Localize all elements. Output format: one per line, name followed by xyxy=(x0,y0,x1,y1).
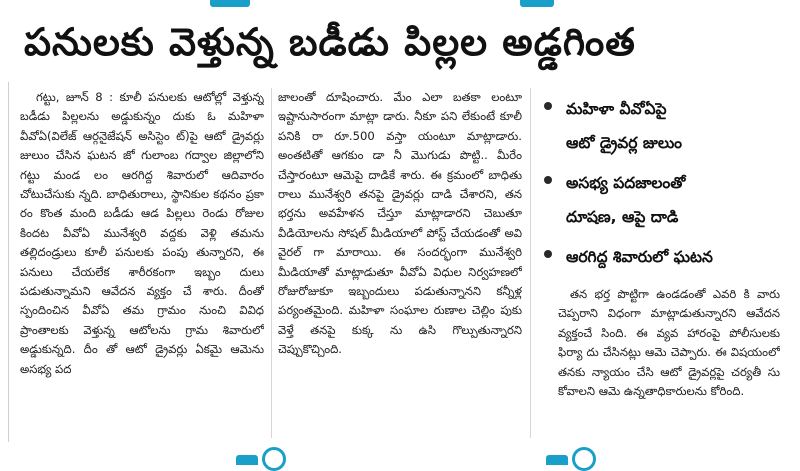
bottom-decor-mark xyxy=(262,447,286,471)
top-cut-edge xyxy=(0,0,800,10)
article-column-2: జాలంతో దూషించారు. మేం ఎలా బతకా లంటూ ఇష్టానుసారంగా మాట్లా డారు. నీకూ పని లేకుంటే కూలీ పనికి రా రూ.500 వస్తా యంటూ మాట్లాడారు. అంతటితో ఆగకుం డా నీ మొగుడు పొట్టి.. మీరేం చేస్తారంటూ ఆమెపై దాడికే శారు. ఈ క్రమంలో బాధితు రాలు మునేశ్వరి తనపై డ్రైవర్లు దాడి చేశారని, తన భర్తను అవహేళన చేస్తూ మాట్లాడారని చెబుతూ వీడియోలను సోషల్ మీడియాలో పోస్ట్ చేయడంతో అవి వైరల్ గా మారాయి. ఈ సందర్భంగా మునేశ్వరి మీడియాతో మాట్లాడుతూ వీవోఏ విధుల నిర్వహణలో రోజురోజుకూ ఇబ్బందులు పడుతున్నానని కన్నీళ్ల పర్యంతమైంది. మహిళా సంఘాల రుణాల చెల్లిం పుకు వెళ్తే తనపై కుక్క ను ఉసి గొల్పుతున్నారని చెప్పుకొచ్చింది. xyxy=(278,90,522,357)
highlight-item xyxy=(540,92,780,160)
top-decor-mark xyxy=(520,0,554,7)
column-divider xyxy=(271,88,272,438)
bullet-icon xyxy=(544,102,552,110)
bullet-icon xyxy=(544,250,552,258)
bottom-decor-mark xyxy=(546,455,568,465)
column-divider xyxy=(530,88,531,438)
bottom-decor-mark xyxy=(572,447,596,471)
highlight-line: మహిళా వీవోఏపై xyxy=(566,100,667,118)
article-column-1: గట్టు, జూన్ 8 : కూలీ పనులకు ఆటోల్లో వెళ్తున్న బడీడు పిల్లలను అడ్డుకున్నం దుకు ఓ మహిళా వీవోఏ(విలేజ్ ఆర్గనైజేషన్ అసిస్టెం ట్)పై ఆటో డ్రైవర్లు జులుం చేసిన ఘటన జో గులాంబ గద్వాల జిల్లాలోని గట్టు మండ లం ఆరగిద్ద శివారులో ఆదివారం చోటుచేసుకు న్నది. బాధితురాలు, స్థానికుల కథనం ప్రకా రం కొంత మంది బడీడు ఆడ పిల్లలు రెండు రోజుల కిందట వీవోఏ మునేశ్వరి వద్దకు వెళ్లి తమను తల్లిదండ్రులు కూలీ పనులకు పంపు తున్నారని, ఈ పనులు చేయలేక శారీరకంగా ఇబ్బం దులు పడుతున్నామని ఆవేదన వ్యక్తం చే శారు. దీంతో స్పందించిన వీవోఏ తమ గ్రామం నుంచి వివిధ ప్రాంతాలకు వెళ్తున్న ఆటోలను గ్రామ శివారులో అడ్డుకున్నది. దీం తో ఆటో డ్రైవర్లు ఏకమై ఆమెను అసభ్య పద xyxy=(20,90,264,376)
highlight-line: ఆరగిద్ద శివారులో ఘటన xyxy=(566,248,713,266)
article-column-3: తన భర్త పొట్టిగా ఉండడంతో ఎవరి కి వారు చెప్పరాని విధంగా మాట్లాడుతున్నారని ఆవేదన వ్యక్తంచే సింది. ఈ వ్యవ హారంపై పోలీసులకు ఫిర్యా దు చేసినట్లు ఆమె చెప్పారు. ఈ విషయంలో తనకు న్యాయం చేసి ఆటో డ్రైవర్లపై చర్యతీ సు కోవాలని ఆమె ఉన్నతాధికారులను కోరింది. xyxy=(558,287,780,399)
highlight-item xyxy=(540,166,780,234)
highlights-box xyxy=(540,92,780,280)
highlight-item xyxy=(540,240,780,274)
left-column-rule xyxy=(8,82,9,442)
top-decor-mark xyxy=(210,0,250,7)
highlight-line: ఆటో డ్రైవర్ల జులుం xyxy=(566,134,683,152)
bullet-icon xyxy=(544,176,552,184)
highlight-line: అసభ్య పదజాలంతో xyxy=(566,174,686,192)
bottom-cut-edge xyxy=(0,445,800,465)
bottom-decor-mark xyxy=(236,455,258,465)
headline: పనులకు వెళ్తున్న బడీడు పిల్లల అడ్డగింత xyxy=(24,20,636,64)
highlight-line: దూషణ, ఆపై దాడి xyxy=(566,208,679,226)
